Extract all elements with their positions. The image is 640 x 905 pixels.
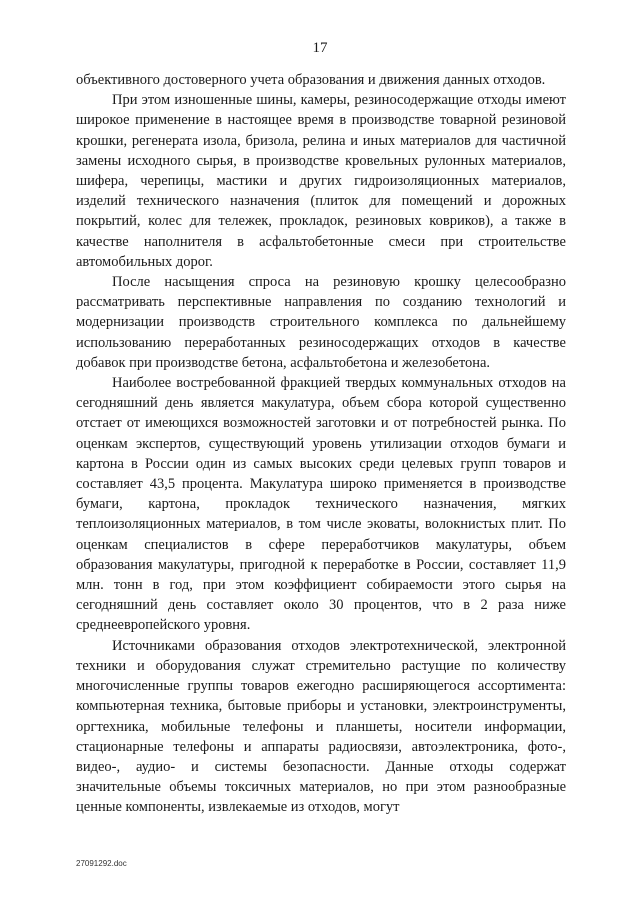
paragraph-waste-paper: Наиболее востребованной фракцией твердых коммунальных отходов на сегодняшний день является макулатура, объем сбора которой существенно отстает от имеющихся возможностей заготовки и от потребностей рынка. По оценкам экспертов, существующий уровень утилизации отходов бумаги и картона в России один из самых высоких среди целевых групп товаров и составляет 43,5 процента. Макулатура широко применяется в производстве бумаги, картона, прокладок технического назначения, мягких теплоизоляционных материалов, в том числе эковаты, волокнистых плит. По оценкам специалистов в сфере переработчиков макулатуры, объем образования макулатуры, пригодной к переработке в России, составляет 11,9 млн. тонн в год, при этом коэффициент собираемости этого сырья на сегодняшний день составляет около 30 процентов, что в 2 раза ниже среднеевропейского уровня. bbox=[76, 375, 566, 634]
document-body bbox=[76, 70, 566, 818]
paragraph-tires: При этом изношенные шины, камеры, резиносодержащие отходы имеют широкое применение в настоящее время в производстве товарной резиновой крошки, регенерата изола, бризола, релина и иных материалов для частичной замены исходного сырья, в производстве кровельных рулонных материалов, шифера, черепицы, мастики и других гидроизоляционных материалов, изделий технического назначения (плиток для помещений и дорожных покрытий, колес для тележек, прокладок, резиновых ковриков), а также в качестве наполнителя в асфальтобетонные смеси при строительстве автомобильных дорог. bbox=[76, 92, 566, 270]
paragraph-rubber-crumb: После насыщения спроса на резиновую крошку целесообразно рассматривать перспективные направления по созданию технологий и модернизации производств строительного комплекса по дальнейшему использованию переработанных резиносодержащих отходов в качестве добавок при производстве бетона, асфальтобетона и железобетона. bbox=[76, 274, 566, 371]
paragraph-continuation: объективного достоверного учета образования и движения данных отходов. bbox=[76, 72, 546, 88]
page-number: 17 bbox=[312, 40, 328, 56]
footer-filename: 27091292.doc bbox=[76, 859, 127, 868]
paragraph-electronics: Источниками образования отходов электротехнической, электронной техники и оборудования служат стремительно растущие по количеству многочисленные группы товаров ежегодно расширяющегося ассортимента: компьютерная техника, бытовые приборы и установки, электроинструменты, оргтехника, мобильные телефоны и планшеты, носители информации, стационарные телефоны и аппараты радиосвязи, автоэлектроника, фото-, видео-, аудио- и системы безопасности. Данные отходы содержат значительные объемы токсичных материалов, но при этом разнообразные ценные компоненты, извлекаемые из отходов, могут bbox=[76, 637, 566, 816]
